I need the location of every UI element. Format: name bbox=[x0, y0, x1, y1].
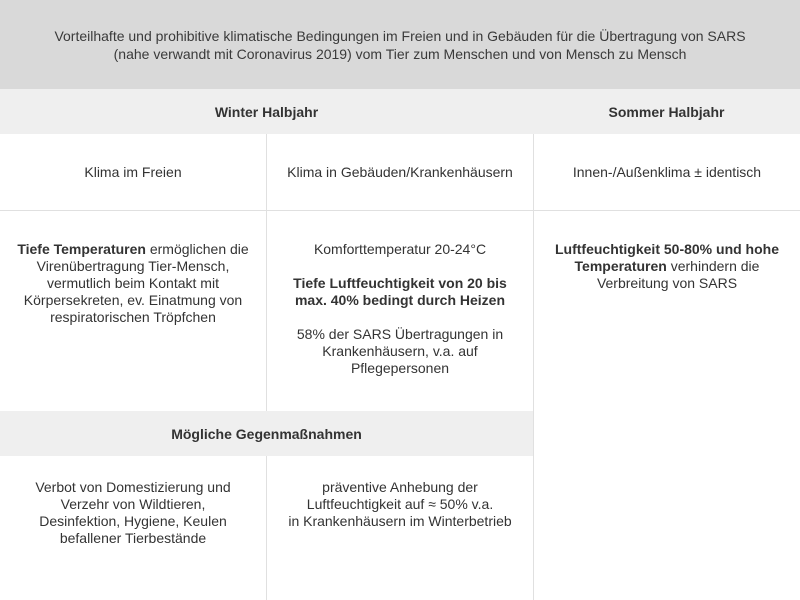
outdoor-measure-line: Verzehr von Wildtieren, bbox=[60, 496, 206, 512]
summer-halfyear-header: Sommer Halbjahr bbox=[533, 89, 800, 134]
outdoor-rest: ermöglichen die Virenübertragung Tier-Mensch, vermutlich beim Kontakt mit Körpersekreten, ev. Einatmung von respiratorischen Tröpfchen bbox=[23, 241, 249, 325]
winter-halfyear-header: Winter Halbjahr bbox=[0, 89, 533, 134]
summer-climate-text bbox=[534, 241, 800, 292]
summer-climate-header: Innen-/Außenklima ± identisch bbox=[572, 163, 762, 180]
indoor-measure-line: Luftfeuchtigkeit auf ≈ 50% v.a. bbox=[306, 496, 494, 512]
outdoor-bold: Tiefe Temperaturen bbox=[17, 241, 146, 257]
indoor-hospital-transmissions: 58% der SARS Übertragungen in Krankenhäusern, v.a. auf Pflegepersonen bbox=[296, 326, 504, 376]
title-line-2: (nahe verwandt mit Coronavirus 2019) vom Tier zum Menschen und von Mensch zu Mensch bbox=[113, 45, 687, 62]
indoor-temperature: Komforttemperatur 20-24°C bbox=[313, 241, 487, 257]
summer-rest: verhindern die Verbreitung von SARS bbox=[596, 258, 760, 291]
countermeasures-header: Mögliche Gegenmaßnahmen bbox=[0, 411, 533, 456]
outdoor-climate-header: Klima im Freien bbox=[84, 163, 182, 180]
indoor-countermeasures bbox=[267, 479, 533, 530]
title-banner bbox=[0, 0, 800, 89]
outdoor-measure-line: Verbot von Domestizierung und bbox=[35, 479, 231, 495]
indoor-measure-line: in Krankenhäusern im Winterbetrieb bbox=[288, 513, 512, 529]
divider-header-row bbox=[0, 210, 800, 211]
title-line-1: Vorteilhafte und prohibitive klimatische Bedingungen im Freien und in Gebäuden für die Übertragung von SARS bbox=[54, 27, 746, 44]
indoor-climate-header: Klima in Gebäuden/Krankenhäusern bbox=[287, 163, 513, 180]
indoor-humidity: Tiefe Luftfeuchtigkeit von 20 bis max. 40% bedingt durch Heizen bbox=[293, 275, 507, 308]
outdoor-measure-line: Desinfektion, Hygiene, Keulen bbox=[39, 513, 227, 529]
indoor-climate-text bbox=[267, 241, 533, 394]
indoor-measure-line: präventive Anhebung der bbox=[322, 479, 478, 495]
outdoor-countermeasures bbox=[0, 479, 266, 547]
summer-bold: Luftfeuchtigkeit 50-80% und hohe Temperaturen bbox=[554, 241, 779, 274]
outdoor-climate-text bbox=[0, 241, 266, 326]
outdoor-measure-line: befallener Tierbestände bbox=[59, 530, 207, 546]
